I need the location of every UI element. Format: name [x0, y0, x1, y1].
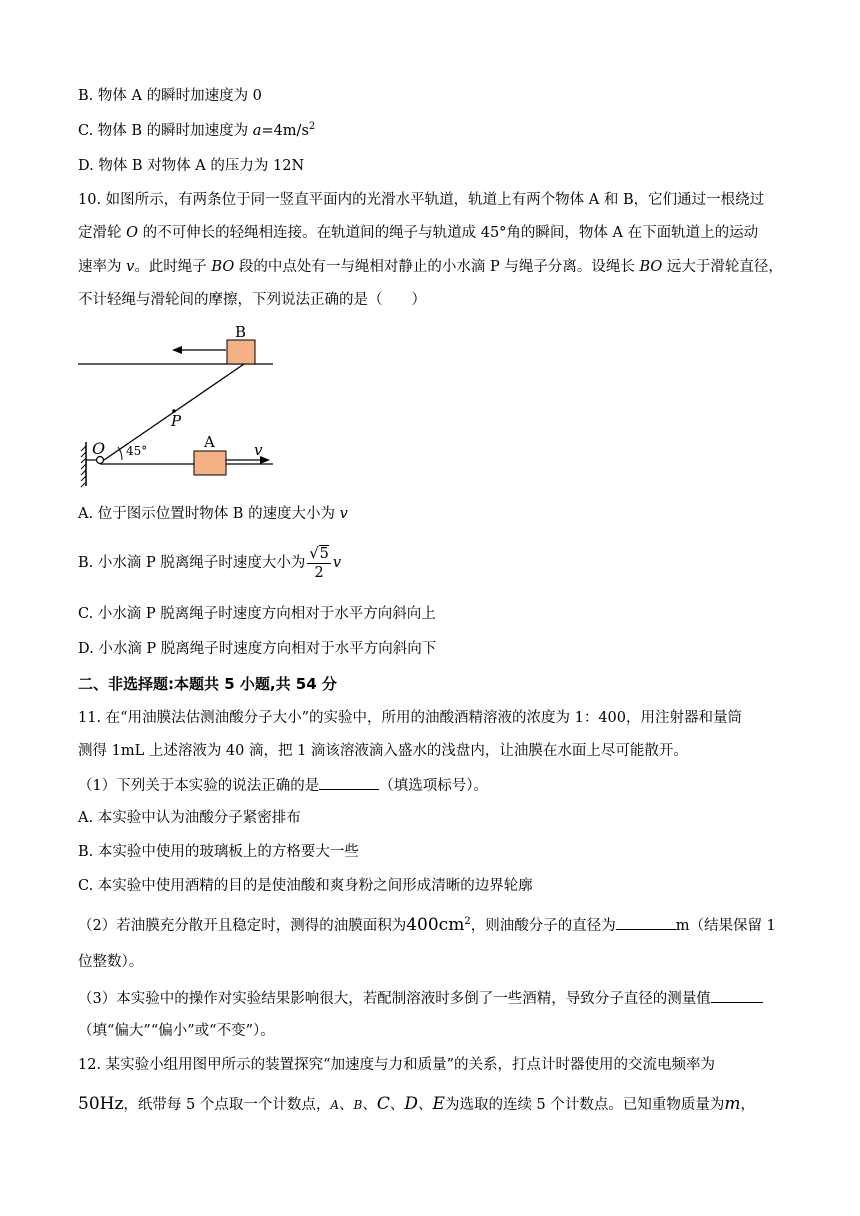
q12-stem-line2: 50Hz，纸带每 5 个点取一个计数点，A、B、C、D、E为选取的连续 5 个计数点。已知重物质量为m，: [78, 1094, 756, 1114]
q10-option-c: C. 小水滴 P 脱离绳子时速度方向相对于水平方向斜向上: [78, 606, 436, 622]
q11-part3-answer-blank[interactable]: [711, 988, 763, 1003]
sqrt5-over-2: $\frac{√5}{2}$: [309, 545, 329, 581]
q10-stem-line1: 10. 如图所示，有两条位于同一竖直平面内的光滑水平轨道，轨道上有两个物体 A 和 B，它们通过一根绕过: [78, 192, 765, 208]
label-angle: 45°: [126, 444, 148, 458]
q11-part1: （1）下列关于本实验的说法正确的是 （填选项标号）。: [78, 775, 488, 796]
block-a: [194, 451, 226, 475]
q11-option-b: B. 本实验中使用的玻璃板上的方格要大一些: [78, 844, 359, 860]
q12-stem-line1: 12. 某实验小组用图甲所示的装置探究“加速度与力和质量”的关系，打点计时器使用的交流电频率为: [78, 1057, 715, 1073]
q10-option-d: D. 小水滴 P 脱离绳子时速度方向相对于水平方向斜向下: [78, 641, 437, 657]
q10-stem-line3: 速率为 v。此时绳子 BO 段的中点处有一与绳相对静止的小水滴 P 与绳子分离。设绳长 BO 远大于滑轮直径，: [78, 259, 783, 275]
q9-option-c: C. 物体 B 的瞬时加速度为 $a=4m/s^2$: [78, 121, 316, 139]
q10-option-b: B. 小水滴 P 脱离绳子时速度大小为 $\frac{√5}{2}$ v: [78, 545, 342, 581]
q11-part1-answer-blank[interactable]: [319, 775, 379, 790]
q11-part2: （2）若油膜充分散开且稳定时，测得的油膜面积为$400cm^2$，则油酸分子的直径为 m（结果保留 1: [78, 915, 776, 935]
q9-option-d: D. 物体 B 对物体 A 的压力为 12N: [78, 158, 305, 174]
b-arrow-head: [172, 346, 182, 354]
q11-part2-answer-blank[interactable]: [616, 915, 676, 930]
q11-option-a: A. 本实验中认为油酸分子紧密排布: [78, 810, 301, 826]
label-p: P: [171, 412, 182, 430]
q11-part3: （3）本实验中的操作对实验结果影响很大，若配制溶液时多倒了一些酒精，导致分子直径的测量值: [78, 988, 763, 1009]
q10-stem-line2: 定滑轮 O 的不可伸长的轻绳相连接。在轨道间的绳子与轨道成 45°角的瞬间，物体 A 在下面轨道上的运动: [78, 225, 759, 241]
q11-stem-line2: 测得 1mL 上述溶液为 40 滴，把 1 滴该溶液滴入盛水的浅盘内，让油膜在水面上尽可能散开。: [78, 743, 688, 759]
q9-option-b: B. 物体 A 的瞬时加速度为 0: [78, 88, 262, 104]
block-b: [227, 340, 255, 364]
section-2-heading: 二、非选择题:本题共 5 小题,共 54 分: [78, 675, 337, 693]
q11-stem-line1: 11. 在“用油膜法估测油酸分子大小”的实验中，所用的油酸酒精溶液的浓度为 1：400，用注射器和量筒: [78, 710, 743, 726]
q11-part2-line2: 位整数）。: [78, 954, 144, 970]
label-b: B: [235, 323, 247, 341]
q11-option-c: C. 本实验中使用酒精的目的是使油酸和爽身粉之间形成清晰的边界轮廓: [78, 878, 533, 894]
label-o: O: [92, 439, 106, 458]
q10-figure: [78, 322, 278, 492]
label-v: v: [254, 441, 263, 459]
q10-option-a: A. 位于图示位置时物体 B 的速度大小为 v: [78, 506, 348, 522]
label-a: A: [204, 433, 215, 451]
q11-part3-line2: （填“偏大”“偏小”或“不变”）。: [78, 1023, 275, 1039]
q10-stem-line4: 不计轻绳与滑轮间的摩擦，下列说法正确的是（ ）: [78, 292, 426, 308]
